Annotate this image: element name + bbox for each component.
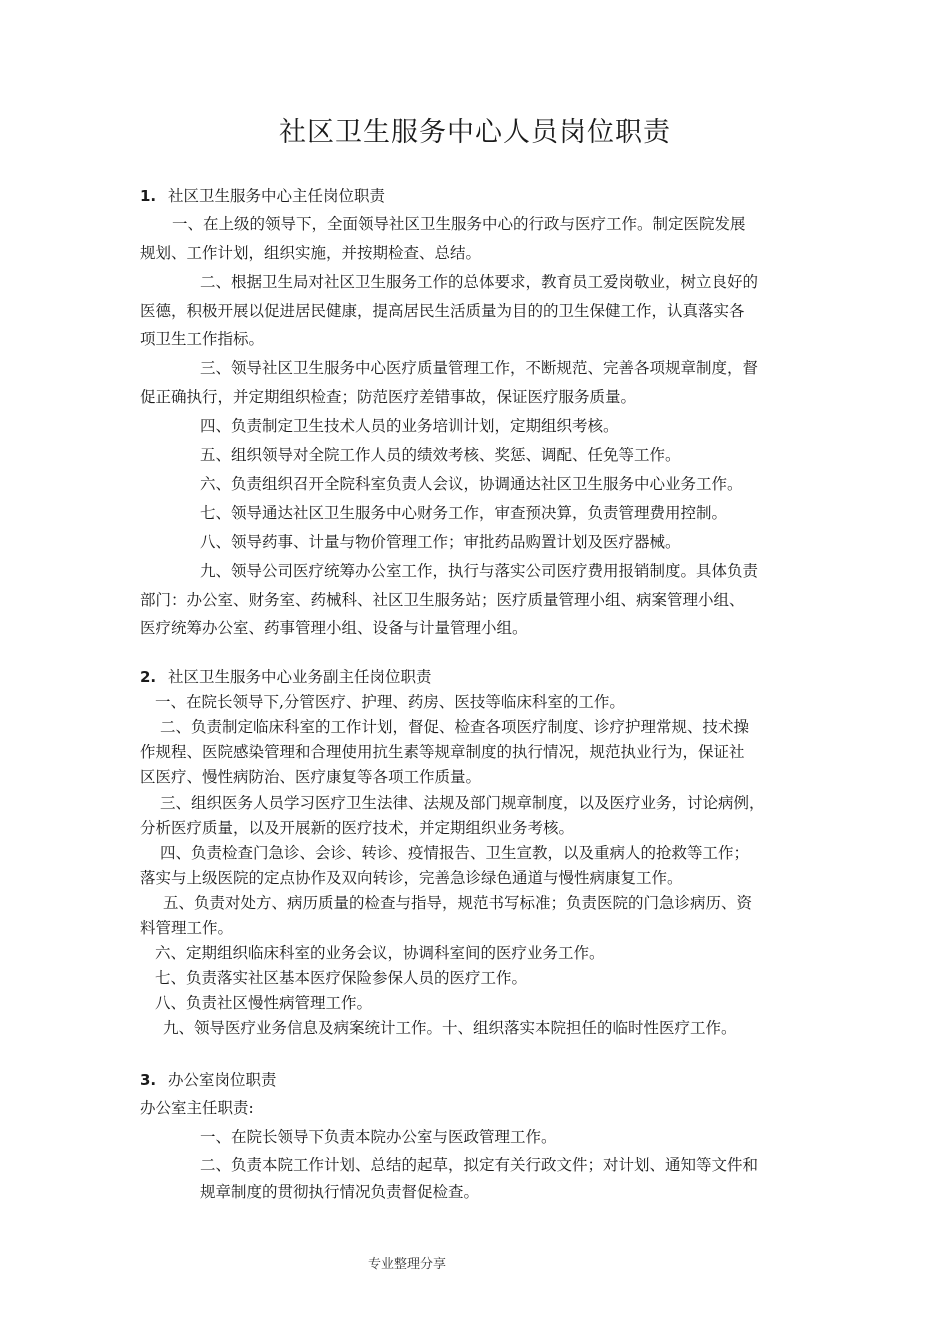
paragraph-line: 落实与上级医院的定点协作及双向转诊，完善急诊绿色通道与慢性病康复工作。: [140, 869, 683, 887]
paragraph-line: 八、领导药事、计量与物价管理工作；审批药品购置计划及医疗器械。: [200, 533, 681, 551]
paragraph-line: 一、在院长领导下负责本院办公室与医政管理工作。: [200, 1128, 557, 1146]
paragraph-line: 七、领导通达社区卫生服务中心财务工作，审查预决算，负责管理费用控制。: [200, 504, 728, 522]
paragraph-line: 九、领导公司医疗统筹办公室工作，执行与落实公司医疗费用报销制度。具体负责: [200, 562, 759, 580]
section-heading-text: 社区卫生服务中心主任岗位职责: [168, 187, 386, 205]
section-heading-text: 社区卫生服务中心业务副主任岗位职责: [168, 668, 432, 686]
paragraph-line: 分析医疗质量，以及开展新的医疗技术，并定期组织业务考核。: [140, 819, 575, 837]
paragraph-line: 规划、工作计划，组织实施，并按期检查、总结。: [140, 244, 482, 262]
section-heading-text: 办公室岗位职责: [168, 1071, 277, 1089]
page-title: 社区卫生服务中心人员岗位职责: [279, 117, 671, 148]
paragraph-line: 六、定期组织临床科室的业务会议，协调科室间的医疗业务工作。: [155, 944, 605, 962]
section-number: 2.: [140, 668, 157, 686]
paragraph-line: 一、在上级的领导下，全面领导社区卫生服务中心的行政与医疗工作。制定医院发展: [172, 215, 746, 233]
paragraph-line: 办公室主任职责:: [140, 1099, 254, 1117]
paragraph-line: 区医疗、慢性病防治、医疗康复等各项工作质量。: [140, 768, 482, 786]
paragraph-line: 项卫生工作指标。: [140, 330, 265, 348]
paragraph-line: 料管理工作。: [140, 919, 234, 937]
paragraph-line: 九、领导医疗业务信息及病案统计工作。十、组织落实本院担任的临时性医疗工作。: [163, 1019, 737, 1037]
paragraph-line: 四、负责检查门急诊、会诊、转诊、疫情报告、卫生宣教，以及重病人的抢救等工作；: [160, 844, 750, 862]
paragraph-line: 医德，积极开展以促进居民健康，提高居民生活质量为目的的卫生保健工作，认真落实各: [140, 302, 745, 320]
paragraph-line: 促正确执行，并定期组织检查；防范医疗差错事故，保证医疗服务质量。: [140, 388, 637, 406]
page-footer: 专业整理分享: [368, 1257, 447, 1272]
paragraph-line: 部门：办公室、财务室、药械科、社区卫生服务站；医疗质量管理小组、病案管理小组、: [140, 591, 745, 609]
paragraph-line: 三、组织医务人员学习医疗卫生法律、法规及部门规章制度，以及医疗业务，讨论病例，: [160, 794, 765, 812]
section-heading: [140, 186, 385, 206]
section-number: 3.: [140, 1071, 157, 1089]
paragraph-line: 四、负责制定卫生技术人员的业务培训计划，定期组织考核。: [200, 417, 619, 435]
paragraph-line: 五、负责对处方、病历质量的检查与指导，规范书写标准；负责医院的门急诊病历、资: [163, 894, 753, 912]
paragraph-line: 规章制度的贯彻执行情况负责督促检查。: [200, 1183, 480, 1201]
paragraph-line: 七、负责落实社区基本医疗保险参保人员的医疗工作。: [155, 969, 528, 987]
paragraph-line: 三、领导社区卫生服务中心医疗质量管理工作，不断规范、完善各项规章制度，督: [200, 359, 759, 377]
paragraph-line: 二、根据卫生局对社区卫生服务工作的总体要求，教育员工爱岗敬业，树立良好的: [200, 273, 759, 291]
paragraph-line: 八、负责社区慢性病管理工作。: [155, 994, 373, 1012]
paragraph-line: 二、负责制定临床科室的工作计划，督促、检查各项医疗制度、诊疗护理常规、技术操: [160, 718, 750, 736]
section-heading: [140, 667, 432, 687]
section-number: 1.: [140, 187, 157, 205]
section-heading: [140, 1070, 277, 1090]
paragraph-line: 五、组织领导对全院工作人员的绩效考核、奖惩、调配、任免等工作。: [200, 446, 681, 464]
paragraph-line: 一、在院长领导下,分管医疗、护理、药房、医技等临床科室的工作。: [155, 693, 625, 711]
paragraph-line: 六、负责组织召开全院科室负责人会议，协调通达社区卫生服务中心业务工作。: [200, 475, 743, 493]
paragraph-line: 作规程、医院感染管理和合理使用抗生素等规章制度的执行情况，规范执业行为，保证社: [140, 743, 745, 761]
paragraph-line: 二、负责本院工作计划、总结的起草，拟定有关行政文件；对计划、通知等文件和: [200, 1156, 759, 1174]
paragraph-line: 医疗统筹办公室、药事管理小组、设备与计量管理小组。: [140, 619, 528, 637]
